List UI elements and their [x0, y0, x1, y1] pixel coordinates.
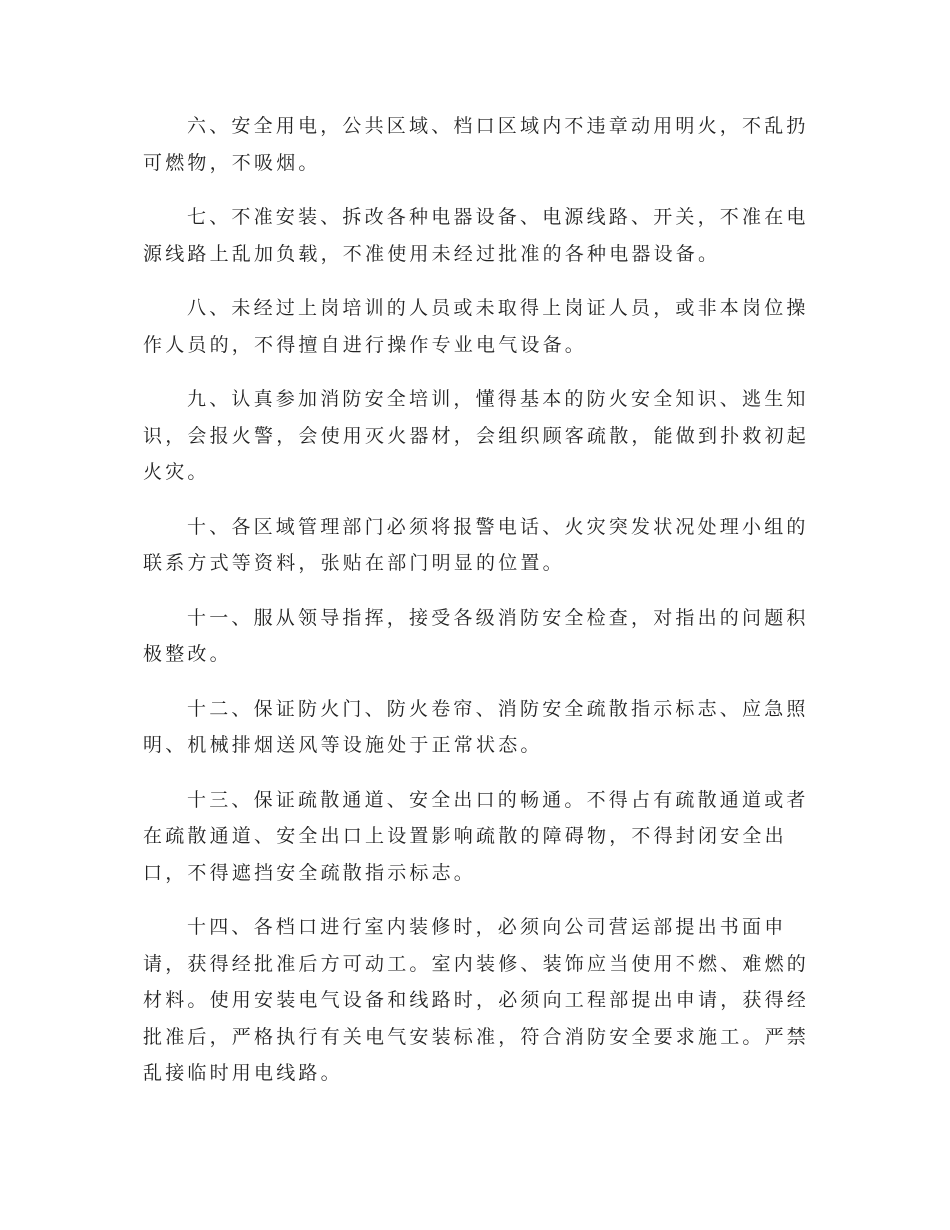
paragraph-line: 请，获得经批准后方可动工。室内装修、装饰应当使用不燃、难燃的 [143, 952, 810, 975]
paragraph-line: 口，不得遮挡安全疏散指示标志。 [143, 861, 477, 884]
paragraph-line: 乱接临时用电线路。 [143, 1062, 343, 1084]
paragraph-line: 十三、保证疏散通道、安全出口的畅通。不得占有疏散通道或者 [187, 788, 809, 811]
paragraph-line: 作人员的，不得擅自进行操作专业电气设备。 [143, 333, 588, 356]
paragraph-13 [143, 782, 809, 892]
paragraph-line: 十一、服从领导指挥，接受各级消防安全检查，对指出的问题积 [187, 606, 809, 629]
document-body [143, 108, 810, 1110]
paragraph-line: 六、安全用电，公共区域、档口区域内不违章动用明火，不乱扔 [187, 115, 809, 137]
paragraph-9 [143, 381, 810, 491]
paragraph-line: 十四、各档口进行室内装修时，必须向公司营运部提出书面申 [187, 916, 787, 938]
paragraph-14 [143, 909, 810, 1092]
paragraph-line: 可燃物，不吸烟。 [143, 151, 321, 174]
paragraph-7 [143, 199, 809, 272]
paragraph-line: 联系方式等资料，张贴在部门明显的位置。 [143, 552, 565, 574]
paragraph-line: 材料。使用安装电气设备和线路时，必须向工程部提出申请，获得经 [143, 989, 810, 1011]
paragraph-line: 九、认真参加消防安全培训，懂得基本的防火安全知识、逃生知 [187, 388, 809, 410]
paragraph-line: 批准后，严格执行有关电气安装标准，符合消防安全要求施工。严禁 [143, 1025, 810, 1048]
paragraph-line: 源线路上乱加负载，不准使用未经过批准的各种电器设备。 [143, 242, 721, 265]
paragraph-12 [143, 691, 809, 764]
paragraph-line: 极整改。 [143, 643, 232, 665]
paragraph-line: 十二、保证防火门、防火卷帘、消防安全疏散指示标志、应急照 [187, 697, 809, 720]
paragraph-6 [143, 108, 809, 181]
paragraph-line: 八、未经过上岗培训的人员或未取得上岗证人员，或非本岗位操 [187, 297, 809, 319]
paragraph-line: 识，会报火警，会使用灭火器材，会组织顾客疏散，能做到扑救初起 [143, 424, 810, 447]
paragraph-line: 火灾。 [143, 461, 210, 483]
paragraph-line: 明、机械排烟送风等设施处于正常状态。 [143, 734, 543, 756]
paragraph-8 [143, 290, 809, 363]
paragraph-line: 十、各区域管理部门必须将报警电话、火灾突发状况处理小组的 [187, 515, 809, 538]
paragraph-10 [143, 509, 809, 582]
paragraph-line: 在疏散通道、安全出口上设置影响疏散的障碍物，不得封闭安全出 [143, 825, 787, 847]
paragraph-11 [143, 600, 809, 673]
paragraph-line: 七、不准安装、拆改各种电器设备、电源线路、开关，不准在电 [187, 206, 809, 228]
